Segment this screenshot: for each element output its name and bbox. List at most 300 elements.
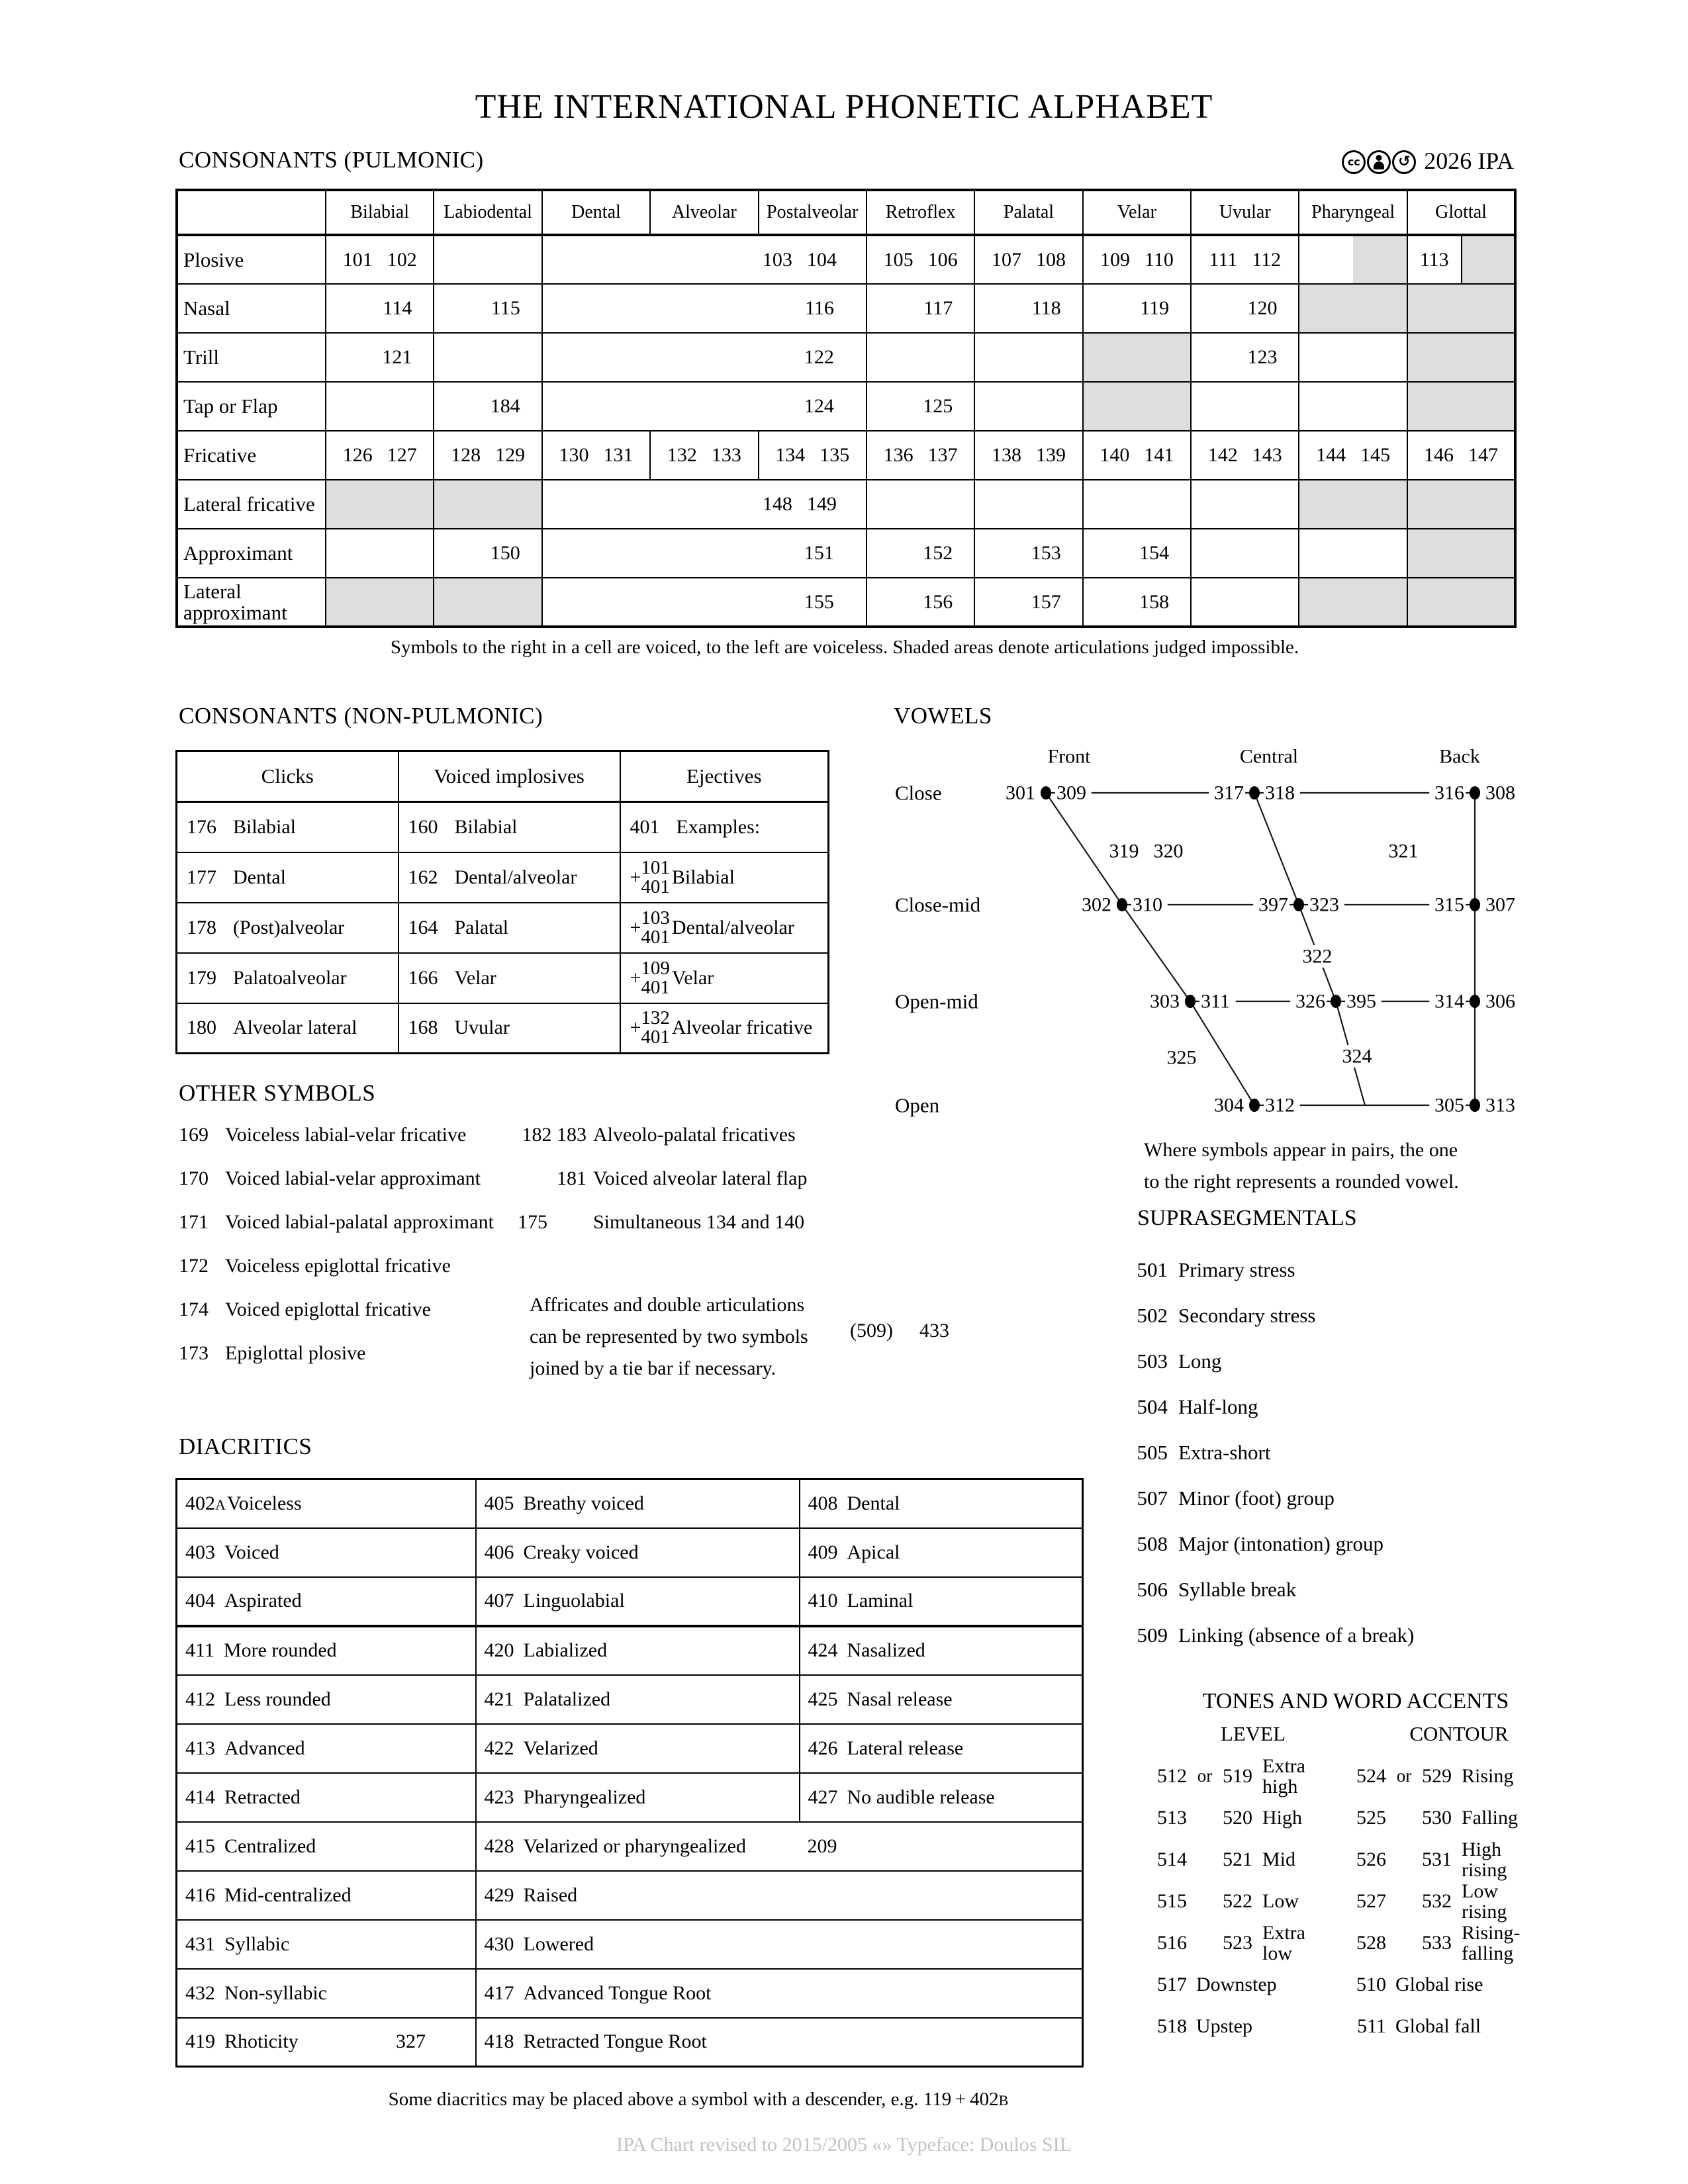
ipa-number: 325 [1166, 1046, 1197, 1069]
ipa-number: 123 [1247, 346, 1278, 368]
list-item [179, 1288, 523, 1332]
list-item [1125, 1567, 1536, 1612]
ipa-number: 530 [1422, 1806, 1452, 1829]
tie-plus-sign: + [630, 866, 641, 888]
ipa-number: 327 [396, 2030, 426, 2053]
affricates-note-line: Affricates and double articulations [530, 1294, 805, 1316]
tone-label: Upstep [1196, 2015, 1252, 2037]
stacked-numbers [641, 1009, 670, 1047]
symbol-label: Linking (absence of a break) [1178, 1623, 1415, 1647]
tone-row [1353, 1797, 1571, 1839]
tone-label: Extra high [1262, 1754, 1305, 1797]
diacritic-label: Palatalized [523, 1688, 611, 1710]
ipa-number: 320 [1153, 840, 1184, 862]
pulmonic-col-header: Uvular [1191, 190, 1299, 235]
ipa-number: 117 [923, 297, 953, 319]
other-symbols-heading: OTHER SYMBOLS [179, 1080, 376, 1106]
ipa-number: 104 [806, 248, 837, 271]
ipa-number: 128 [451, 444, 481, 466]
pulmonic-cell [867, 382, 974, 431]
ipa-number: 105 [883, 248, 914, 271]
pulmonic-cell [1083, 480, 1191, 529]
symbol-label: Primary stress [1178, 1257, 1295, 1281]
tone-row [1353, 2005, 1571, 2047]
ipa-number: 125 [923, 395, 953, 417]
diacritic-cell [476, 1822, 1083, 1871]
symbol-label: Half-long [1178, 1394, 1258, 1418]
ipa-number: 101 [641, 856, 670, 878]
pulmonic-col-header: Alveolar [650, 190, 758, 235]
pulmonic-cell [974, 284, 1082, 333]
tone-row [1154, 1880, 1359, 1922]
ipa-number: 137 [927, 444, 958, 466]
ipa-number: 172 [179, 1255, 209, 1277]
list-item [518, 1157, 835, 1201]
ipa-number: 402A [185, 1492, 226, 1514]
ipa-number: 145 [1360, 444, 1391, 466]
ipa-number: 501 [1137, 1257, 1168, 1281]
diacritic-label: Lateral release [847, 1737, 964, 1759]
ipa-number: 510 [1356, 1973, 1386, 1995]
tone-row [1154, 1922, 1359, 1964]
ipa-number: 322 [1302, 945, 1333, 968]
tone-label: Low rising [1462, 1880, 1507, 1923]
ipa-number: 181 [557, 1167, 586, 1189]
ipa-number: 146 [1424, 444, 1454, 466]
pulmonic-cell [1407, 529, 1515, 578]
ipa-number: 305 [1434, 1094, 1464, 1116]
pulmonic-cell [1083, 284, 1191, 333]
ipa-number: 112 [1252, 248, 1282, 271]
pulmonic-cell [326, 284, 434, 333]
ipa-number: 406 [484, 1541, 514, 1563]
nonpulmonic-cell [620, 852, 829, 903]
vowel-row-label: Close [895, 781, 942, 805]
ipa-number: 132 [667, 444, 697, 466]
ipa-number: 408 [808, 1492, 838, 1514]
affricates-example-number: 433 [919, 1320, 949, 1342]
ipa-number: 134 [775, 444, 806, 466]
pulmonic-cell [1299, 284, 1407, 333]
pulmonic-cell [434, 382, 541, 431]
diacritic-label: Advanced [224, 1737, 305, 1759]
pulmonic-col-header: Retroflex [867, 190, 974, 235]
ipa-number: 147 [1468, 444, 1499, 466]
ipa-number: 177 [187, 866, 216, 888]
affricates-note-line: joined by a tie bar if necessary. [530, 1357, 776, 1379]
vowel-dot [1249, 1099, 1260, 1112]
other-symbols-right-list [518, 1113, 835, 1244]
diacritic-cell [177, 1920, 476, 1969]
list-item [1125, 1430, 1536, 1475]
vowel-front-edge [1046, 793, 1254, 1105]
nonpulmonic-cell [177, 953, 399, 1003]
pulmonic-row-label: Lateral approximant [177, 578, 326, 627]
tone-label: Low [1262, 1889, 1299, 1912]
nonpulmonic-label: Dental/alveolar [454, 866, 577, 888]
symbol-label: Voiced labial-velar approximant [225, 1167, 481, 1189]
nonpulmonic-cell [620, 1003, 829, 1054]
pulmonic-cell [1191, 333, 1299, 382]
pulmonic-row-label: Nasal [177, 284, 326, 333]
ipa-number: 525 [1356, 1806, 1386, 1829]
pulmonic-cell [542, 480, 867, 529]
nonpulmonic-label: Examples: [676, 815, 761, 838]
page-title: THE INTERNATIONAL PHONETIC ALPHABET [475, 88, 1213, 126]
ipa-number: 111 [1209, 248, 1238, 271]
pulmonic-cell [434, 578, 541, 627]
list-item [518, 1201, 835, 1244]
ipa-number: 522 [1223, 1889, 1252, 1912]
nonpulmonic-cell [620, 802, 829, 852]
ipa-number: 156 [923, 590, 953, 613]
ipa-number: 109 [641, 957, 670, 979]
pulmonic-cell [867, 235, 974, 284]
pulmonic-cell [1191, 235, 1299, 284]
ipa-number: 324 [1342, 1045, 1372, 1068]
pulmonic-row-label: Lateral fricative [177, 480, 326, 529]
ipa-number: 139 [1035, 444, 1066, 466]
pulmonic-note: Symbols to the right in a cell are voiced, to the left are voiceless. Shaded areas denote articulations judged impossible. [390, 637, 1299, 658]
tone-row [1353, 1839, 1571, 1880]
diacritic-cell [476, 1528, 800, 1577]
nonpulmonic-cell [399, 802, 620, 852]
diacritic-label: Rhoticity [224, 2030, 299, 2053]
tone-row [1353, 1964, 1571, 2005]
ipa-number: 160 [408, 815, 438, 838]
pulmonic-cell [1083, 431, 1191, 480]
ipa-number: 122 [804, 346, 834, 368]
ipa-number: 155 [804, 590, 834, 613]
ipa-number: 528 [1356, 1931, 1386, 1954]
ipa-number: 182 183 [522, 1124, 586, 1146]
ipa-number: 154 [1139, 542, 1170, 564]
ipa-number: 502 [1137, 1303, 1168, 1327]
pulmonic-cell [974, 235, 1082, 284]
footer-text: IPA Chart revised to 2015/2005 «» Typeface: Doulos SIL [616, 2134, 1072, 2156]
nonpulmonic-consonants-table [175, 750, 829, 1054]
diacritic-cell [800, 1528, 1083, 1577]
nonpulmonic-col-header: Ejectives [620, 751, 829, 802]
ipa-number: 143 [1252, 444, 1282, 466]
ipa-number: 405 [484, 1492, 514, 1514]
pulmonic-cell [542, 235, 867, 284]
pulmonic-cell [1299, 382, 1407, 431]
ipa-number: 153 [1031, 542, 1061, 564]
diacritic-cell [476, 1577, 800, 1626]
ipa-number: 533 [1422, 1931, 1452, 1954]
tones-contour-list [1353, 1755, 1571, 2047]
ipa-number: 152 [923, 542, 953, 564]
pulmonic-row-label: Trill [177, 333, 326, 382]
symbol-label: Alveolo-palatal fricatives [593, 1124, 796, 1146]
credit-text: 2026 IPA [1424, 148, 1514, 174]
affricates-example [850, 1320, 949, 1342]
nonpulmonic-cell [177, 802, 399, 852]
affricates-example-number: (509) [850, 1320, 893, 1342]
or-text: or [1197, 1766, 1213, 1786]
diacritic-cell [476, 1724, 800, 1773]
pulmonic-cell [542, 382, 867, 431]
nonpulmonic-cell [620, 903, 829, 953]
ipa-number: 103 [641, 907, 670, 929]
pulmonic-cell [1407, 382, 1515, 431]
ipa-number: 306 [1485, 990, 1515, 1013]
ipa-number: 323 [1309, 893, 1339, 916]
ipa-number: 512 [1157, 1764, 1187, 1787]
ipa-number: 175 [518, 1211, 547, 1233]
pulmonic-cell [434, 235, 541, 284]
ipa-number: 108 [1035, 248, 1066, 271]
ipa-number: 178 [187, 916, 216, 938]
nonpulmonic-label: Bilabial [671, 866, 735, 888]
vowel-dot [1293, 898, 1304, 911]
ipa-number: 184 [490, 395, 520, 417]
ipa-number: 419 [185, 2030, 215, 2053]
diacritic-cell [800, 1675, 1083, 1724]
pulmonic-cell [434, 284, 541, 333]
ipa-number: 168 [408, 1017, 438, 1039]
pulmonic-cell [1191, 480, 1299, 529]
ipa-number: 416 [185, 1884, 215, 1906]
ipa-number: 532 [1422, 1889, 1452, 1912]
diacritic-label: Retracted [224, 1786, 301, 1808]
ipa-number: 420 [484, 1639, 514, 1661]
ipa-number: 107 [991, 248, 1021, 271]
pulmonic-cell [326, 480, 434, 529]
pulmonic-cell [867, 480, 974, 529]
ipa-number: 401 [630, 815, 660, 838]
ipa-number: 409 [808, 1541, 838, 1563]
vowel-row-label: Close-mid [895, 893, 981, 917]
diacritics-heading: DIACRITICS [179, 1433, 312, 1459]
pulmonic-cell [1407, 480, 1515, 529]
tone-label: Falling [1462, 1806, 1519, 1829]
ipa-number: 423 [484, 1786, 514, 1808]
vowel-note-line: Where symbols appear in pairs, the one [1144, 1139, 1458, 1161]
ipa-number: 114 [383, 297, 412, 319]
pulmonic-cell [1299, 431, 1407, 480]
ipa-number: 507 [1137, 1486, 1168, 1510]
nonpulmonic-col-header: Voiced implosives [399, 751, 620, 802]
diacritic-label: More rounded [223, 1639, 337, 1661]
diacritic-cell [177, 2018, 476, 2067]
diacritic-label: Laminal [847, 1590, 914, 1612]
diacritic-cell [476, 1479, 800, 1528]
diacritic-label: Velarized [523, 1737, 598, 1759]
diacritic-cell [177, 1626, 476, 1675]
tone-label: Global fall [1395, 2015, 1481, 2037]
diacritic-label: Centralized [224, 1835, 316, 1857]
nonpulmonic-label: Bilabial [233, 815, 296, 838]
ipa-number: 130 [559, 444, 589, 466]
vowel-chart [894, 740, 1516, 1129]
ipa-number: 531 [1422, 1848, 1452, 1870]
ipa-number: 316 [1434, 782, 1464, 804]
symbol-label: Major (intonation) group [1178, 1531, 1383, 1555]
pulmonic-cell [974, 529, 1082, 578]
pulmonic-cell [326, 578, 434, 627]
list-item [1125, 1475, 1536, 1521]
ipa-number: 513 [1157, 1806, 1187, 1829]
ipa-number: 412 [185, 1688, 215, 1710]
ipa-number: 169 [179, 1124, 209, 1146]
pulmonic-cell [1083, 578, 1191, 627]
pulmonic-cell [1299, 529, 1407, 578]
diacritic-label: Voiceless [226, 1492, 302, 1514]
ipa-number: 511 [1357, 2015, 1386, 2037]
diacritic-cell [476, 1920, 1083, 1969]
list-item [1125, 1612, 1536, 1658]
nonpulmonic-cell [177, 903, 399, 953]
vowel-dot [1041, 786, 1051, 799]
ipa-number: 401 [641, 976, 670, 998]
tone-row [1154, 1797, 1359, 1839]
pulmonic-col-header: Postalveolar [759, 190, 867, 235]
diacritic-label: Nasalized [847, 1639, 925, 1661]
pulmonic-cell [1353, 235, 1407, 284]
symbol-label: Secondary stress [1178, 1303, 1316, 1327]
vowel-note-line: to the right represents a rounded vowel. [1144, 1171, 1459, 1193]
symbol-label: Voiced alveolar lateral flap [593, 1167, 808, 1189]
nonpulmonic-label: Alveolar fricative [671, 1017, 813, 1039]
diacritic-cell [476, 1626, 800, 1675]
diacritic-cell [476, 1675, 800, 1724]
ipa-number: 395 [1346, 990, 1376, 1013]
tie-plus-sign: + [630, 916, 641, 938]
symbol-label: Minor (foot) group [1178, 1486, 1335, 1510]
tone-label: Extra low [1262, 1921, 1305, 1964]
ipa-number: 517 [1157, 1973, 1187, 1995]
pulmonic-row-label: Fricative [177, 431, 326, 480]
pulmonic-col-header: Bilabial [326, 190, 434, 235]
ipa-number: 427 [808, 1786, 838, 1808]
nonpulmonic-label: Uvular [454, 1017, 510, 1039]
list-item [1125, 1293, 1536, 1338]
diacritic-cell [177, 1577, 476, 1626]
pulmonic-cell [974, 480, 1082, 529]
tone-label: Downstep [1196, 1973, 1277, 1995]
ipa-number: 414 [185, 1786, 215, 1808]
ipa-number: 174 [179, 1298, 209, 1320]
ipa-number: 529 [1422, 1764, 1452, 1787]
symbol-label: Extra-short [1178, 1440, 1271, 1464]
ipa-number: 428 [484, 1835, 514, 1857]
pulmonic-cell [650, 431, 758, 480]
vowel-axis-label: Back [1439, 745, 1480, 768]
ipa-number: 126 [342, 444, 373, 466]
list-item [1125, 1247, 1536, 1293]
vowel-axis-label: Front [1047, 745, 1091, 768]
stacked-numbers [641, 858, 670, 897]
symbol-label: Voiced epiglottal fricative [225, 1298, 432, 1320]
ipa-number: 508 [1137, 1531, 1168, 1555]
ipa-number: 509 [1137, 1623, 1168, 1647]
nonpulmonic-cell [399, 852, 620, 903]
diacritic-cell [800, 1773, 1083, 1822]
pulmonic-cell [867, 578, 974, 627]
diacritic-cell [476, 1871, 1083, 1920]
ipa-number: 401 [641, 876, 670, 897]
ipa-number: 106 [927, 248, 958, 271]
ipa-number: 119 [1140, 297, 1170, 319]
suprasegmentals-list [1125, 1247, 1536, 1658]
ipa-number: 418 [484, 2030, 514, 2053]
ipa-number: 136 [883, 444, 914, 466]
pulmonic-cell [434, 529, 541, 578]
pulmonic-col-header: Labiodental [434, 190, 541, 235]
ipa-number: 523 [1223, 1931, 1252, 1954]
vowel-axis-label: Central [1239, 745, 1299, 768]
pulmonic-cell [1407, 578, 1515, 627]
ipa-number: 131 [603, 444, 633, 466]
symbol-label: Voiceless labial-velar fricative [225, 1124, 467, 1146]
pulmonic-consonants-table [175, 189, 1517, 628]
ipa-number: 404 [185, 1590, 215, 1612]
ipa-number: 157 [1031, 590, 1061, 613]
tie-plus-sign: + [630, 966, 641, 989]
or-text: or [1396, 1766, 1412, 1786]
cc-icon: cc [1342, 150, 1366, 174]
diacritic-label: Advanced Tongue Root [523, 1981, 712, 2004]
affricates-note-line: can be represented by two symbols [530, 1326, 808, 1347]
cc-by-person-icon [1367, 150, 1391, 174]
ipa-number: 307 [1485, 893, 1515, 916]
pulmonic-cell [326, 235, 434, 284]
ipa-number: 425 [808, 1688, 838, 1710]
ipa-number: 116 [805, 297, 834, 319]
ipa-number: 520 [1223, 1806, 1252, 1829]
ipa-number: 173 [179, 1342, 209, 1364]
diacritics-note-text: Some diacritics may be placed above a symbol with a descender, e.g. 119 + 402 [388, 2089, 999, 2110]
ipa-number: 504 [1137, 1394, 1168, 1418]
pulmonic-col-header: Palatal [974, 190, 1082, 235]
diacritic-cell [177, 1479, 476, 1528]
ipa-number: 166 [408, 966, 438, 989]
diacritic-cell [177, 1773, 476, 1822]
ipa-number: 164 [408, 916, 438, 938]
pulmonic-cell [1299, 578, 1407, 627]
nonpulmonic-label: Dental/alveolar [671, 916, 794, 938]
pulmonic-col-header: Pharyngeal [1299, 190, 1407, 235]
other-symbols-left-list [179, 1113, 523, 1375]
diacritic-label: Aspirated [224, 1590, 302, 1612]
tone-row [1353, 1755, 1571, 1797]
pulmonic-cell [1407, 284, 1515, 333]
diacritic-label: Labialized [523, 1639, 608, 1661]
diacritics-note [212, 2089, 1185, 2111]
pulmonic-cell [867, 529, 974, 578]
ipa-number: 524 [1356, 1764, 1386, 1787]
vowels-heading: VOWELS [894, 703, 992, 729]
tone-label: Mid [1262, 1848, 1296, 1870]
ipa-number: 313 [1485, 1094, 1515, 1116]
ipa-number: 149 [806, 493, 837, 515]
ipa-number: 411 [185, 1639, 214, 1661]
tone-row [1154, 1755, 1359, 1797]
ipa-number: 506 [1137, 1577, 1168, 1601]
ipa-number: 120 [1247, 297, 1278, 319]
diacritic-label: Non-syllabic [224, 1981, 327, 2004]
ipa-number: 413 [185, 1737, 215, 1759]
diacritic-cell [800, 1479, 1083, 1528]
vowel-dot [1117, 898, 1127, 911]
tone-label: High rising [1462, 1838, 1507, 1881]
diacritic-cell [476, 1773, 800, 1822]
pulmonic-cell [1462, 235, 1516, 284]
symbol-label: Epiglottal plosive [225, 1342, 366, 1364]
pulmonic-cell [1191, 578, 1299, 627]
